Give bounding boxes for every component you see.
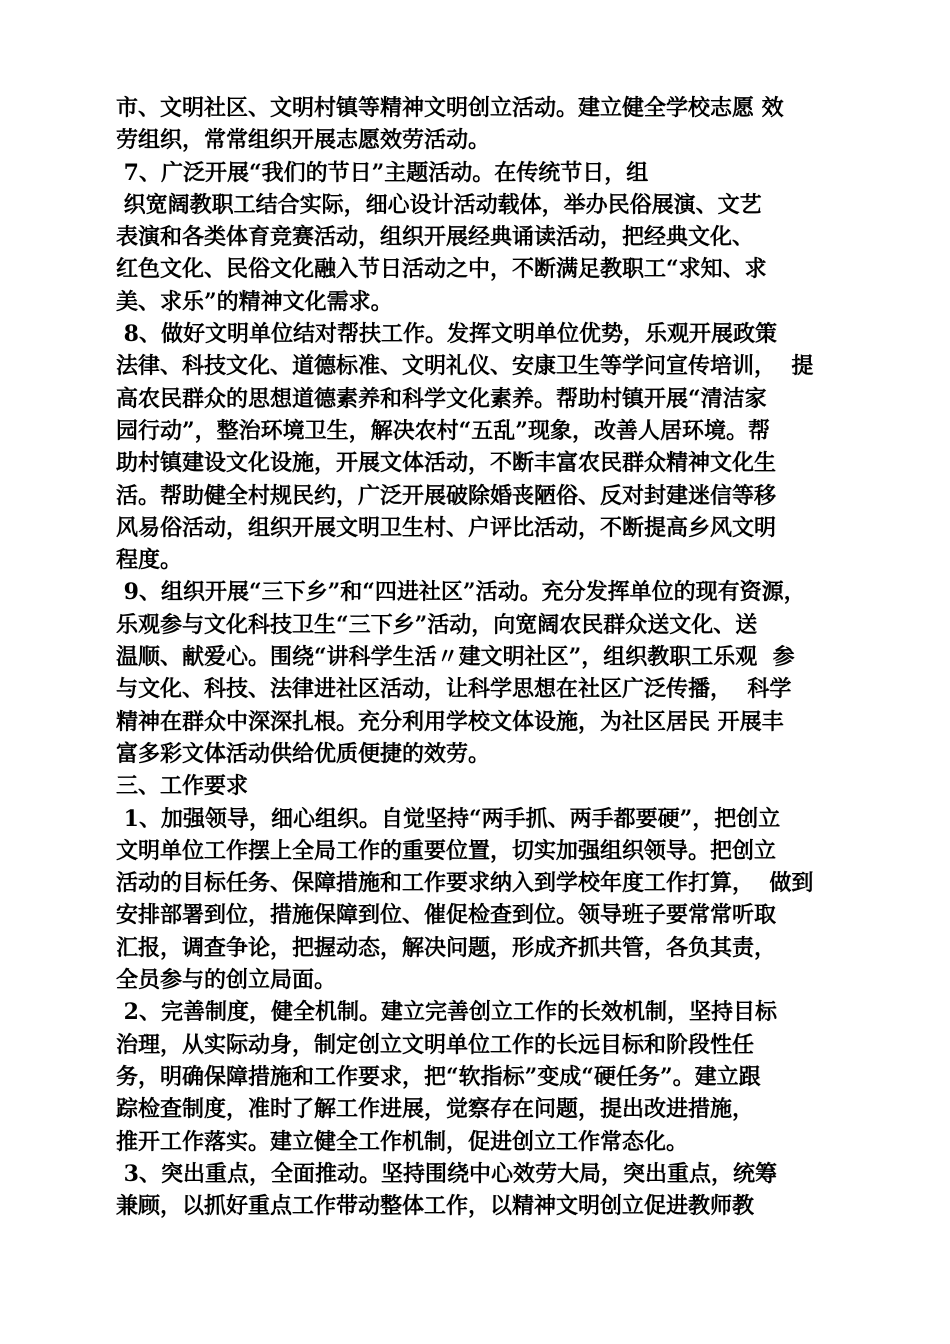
text-line: 三、工作要求 [116, 773, 249, 800]
text-line: 美、求乐”的精神文化需求。 [116, 288, 393, 315]
text-line: 推开工作落实。建立健全工作机制，促进创立工作常态化。 [116, 1128, 689, 1155]
text-line: 活动的目标任务、保障措施和工作要求纳入到学校年度工作打算， 做到 [116, 870, 814, 897]
text-line: 温顺、献爱心。围绕“讲科学生活〃建文明社区”，组织教职工乐观 参 [116, 644, 795, 671]
text-line: 法律、科技文化、道德标准、文明礼仪、安康卫生等学问宣传培训， 提 [116, 353, 814, 380]
text-line: 乐观参与文化科技卫生“三下乡”活动，向宽阔农民群众送文化、送 [116, 611, 758, 638]
text-line: 园行动”，整治环境卫生，解决农村“五乱”现象，改善人居环境。帮 [116, 417, 770, 444]
text-line: 1、加强领导，细心组织。自觉坚持“两手抓、两手都要硬”，把创立 [116, 805, 781, 832]
text-line: 精神在群众中深深扎根。充分利用学校文体设施，为社区居民 开展丰 [116, 708, 784, 735]
text-line: 兼顾，以抓好重点工作带动整体工作，以精神文明创立促进教师教 [116, 1193, 755, 1220]
text-line: 高农民群众的思想道德素养和科学文化素养。帮助村镇开展“清洁家 [116, 385, 767, 412]
text-line: 8、做好文明单位结对帮扶工作。发挥文明单位优势，乐观开展政策 [116, 321, 777, 348]
text-line: 7、广泛开展“我们的节日”主题活动。在传统节日，组 [116, 159, 649, 186]
text-line: 汇报，调查争论，把握动态，解决问题，形成齐抓共管，各负其责， [116, 934, 777, 961]
text-line: 红色文化、民俗文化融入节日活动之中，不断满足教职工“求知、求 [116, 256, 767, 283]
text-line: 与文化、科技、法律进社区活动，让科学思想在社区广泛传播， 科学 [116, 676, 792, 703]
text-line: 踪检查制度，准时了解工作进展，觉察存在问题，提出改进措施， [116, 1096, 755, 1123]
text-line: 务，明确保障措施和工作要求，把“软指标”变成“硬任务”。建立跟 [116, 1063, 761, 1090]
text-line: 9、组织开展“三下乡”和“四进社区”活动。充分发挥单位的现有资源， [116, 579, 806, 606]
text-line: 表演和各类体育竞赛活动，组织开展经典诵读活动，把经典文化、 [116, 224, 755, 251]
text-line: 风易俗活动，组织开展文明卫生村、户评比活动，不断提高乡风文明 [116, 514, 777, 541]
text-line: 3、突出重点，全面推动。坚持围绕中心效劳大局，突出重点，统筹 [116, 1160, 777, 1187]
text-line: 安排部署到位，措施保障到位、催促检查到位。领导班子要常常听取 [116, 902, 777, 929]
text-line: 劳组织，常常组织开展志愿效劳活动。 [116, 127, 491, 154]
text-line: 全员参与的创立局面。 [116, 967, 337, 994]
text-line: 活。帮助健全村规民约，广泛开展破除婚丧陋俗、反对封建迷信等移 [116, 482, 777, 509]
document-body [116, 92, 846, 1222]
text-line: 富多彩文体活动供给优质便捷的效劳。 [116, 740, 491, 767]
text-line: 助村镇建设文化设施，开展文体活动，不断丰富农民群众精神文化生 [116, 450, 777, 477]
text-line: 治理，从实际动身，制定创立文明单位工作的长远目标和阶段性任 [116, 1031, 755, 1058]
text-line: 文明单位工作摆上全局工作的重要位置，切实加强组织领导。把创立 [116, 837, 777, 864]
text-line: 织宽阔教职工结合实际，细心设计活动载体，举办民俗展演、文艺 [116, 191, 762, 218]
text-line: 程度。 [116, 547, 183, 574]
text-line: 2、完善制度，健全机制。建立完善创立工作的长效机制，坚持目标 [116, 999, 777, 1026]
text-line: 市、文明社区、文明村镇等精神文明创立活动。建立健全学校志愿 效 [116, 95, 784, 121]
